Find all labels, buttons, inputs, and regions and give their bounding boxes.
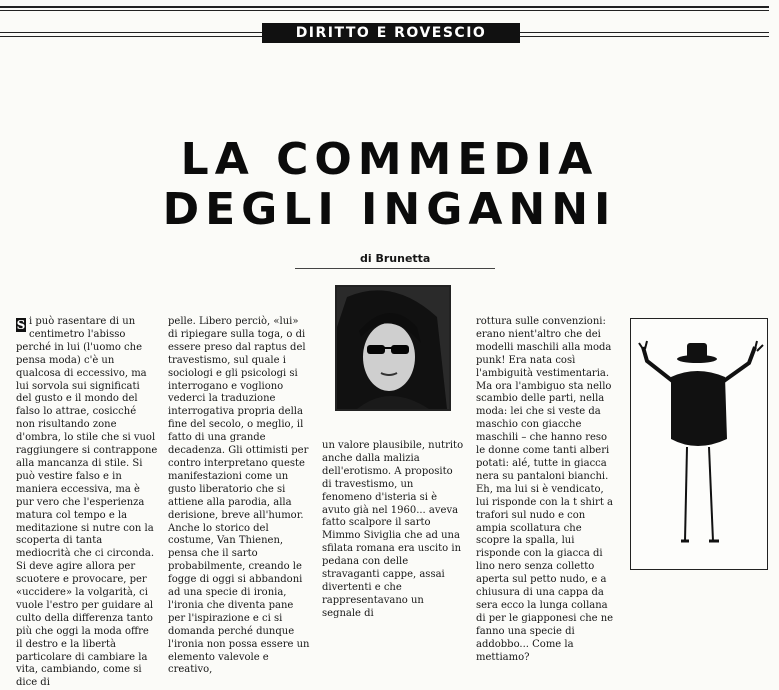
headline-line-2: DEGLI INGANNI: [162, 184, 617, 235]
headline-line-1: LA COMMEDIA: [180, 134, 599, 185]
text-column-3: un valore plausibile, nutrito anche dalla malizia dell'erotismo. A proposito di travestismo, un fenomeno d'isteria si è avuto già nel 1960... aveva fatto scalpore il sarto Mimmo Siviglia che ad una sfilata romana era uscito in pedana con delle stravaganti cappe, assai divertenti e che rappresentavano un segnale di: [322, 440, 464, 619]
byline-rule: [295, 268, 495, 269]
text-column-1-body: i può rasentare di un centimetro l'abisso perché in lui (l'uomo che pensa moda) c'è un qualcosa di eccessivo, ma lui sorvola sui significati del gusto e il mondo del falso lo attrae, cosicché non risultando zone d'ombra, lo stile che si vuol raggiungere si contrappone alla mancanza di stile. Si può vestire falso e in maniera eccessiva, ma è pur vero che l'esperienza matura col tempo e la meditazione si nutre con la scoperta di tanta mediocrità che ci circonda. Si deve agire allora per scuotere e provocare, per «uccidere» la volgarità, ci vuole l'estro per guidare al culto della differenza tanto più che oggi la moda offre il destro e la libertà particolare di cambiare la vita, cambiando, come si dice di: [16, 316, 158, 689]
top-rule-2: [0, 10, 769, 11]
section-kicker: DIRITTO E ROVESCIO: [262, 23, 520, 43]
author-photo: [335, 285, 451, 411]
fashion-illustration: [630, 318, 768, 570]
text-column-4: rottura sulle convenzioni: erano nient'altro che dei modelli maschili alla moda punk! Era nata così l'ambiguità vestimentaria. Ma ora l'ambiguo sta nello scambio delle parti, nella moda: lei che si veste da maschio con giacche maschili – che hanno reso le donne come tanti alberi potati: alé, tutte in giacca nera su pantaloni bianchi. Eh, ma lui si è vendicato, lui risponde con la t shirt a trafori sul nudo e con ampia scollatura che scopre la spalla, lui risponde con la giacca di lino nero senza colletto aperta sul petto nudo, e a chiusura di una cappa da sera ecco la lunga collana di per le giapponesi che ne fanno una specie di addobbo... Come la mettiamo?: [476, 316, 614, 663]
text-column-1: [16, 316, 158, 690]
top-rule: [0, 6, 769, 8]
text-column-2: pelle. Libero perciò, «lui» di ripiegare sulla toga, o di essere preso dal raptus del travestismo, sul quale i sociologi e gli psicologi si interrogano e vogliono vederci la traduzione interrogativa propria della fine del secolo, o meglio, il fatto di una grande decadenza. Gli ottimisti per contro interpretano queste manifestazioni come un gusto liberatorio che si attiene alla parodia, alla derisione, breve all'humor. Anche lo storico del costume, Van Thienen, pensa che il sarto probabilmente, creando le fogge di oggi si abbandoni ad una specie di ironia, l'ironia che diventa pane per l'ispirazione e ci si domanda perché dunque l'ironia non possa essere un elemento valevole e creativo,: [168, 316, 310, 676]
byline: di Brunetta: [360, 252, 431, 265]
drop-cap: S: [16, 318, 26, 332]
